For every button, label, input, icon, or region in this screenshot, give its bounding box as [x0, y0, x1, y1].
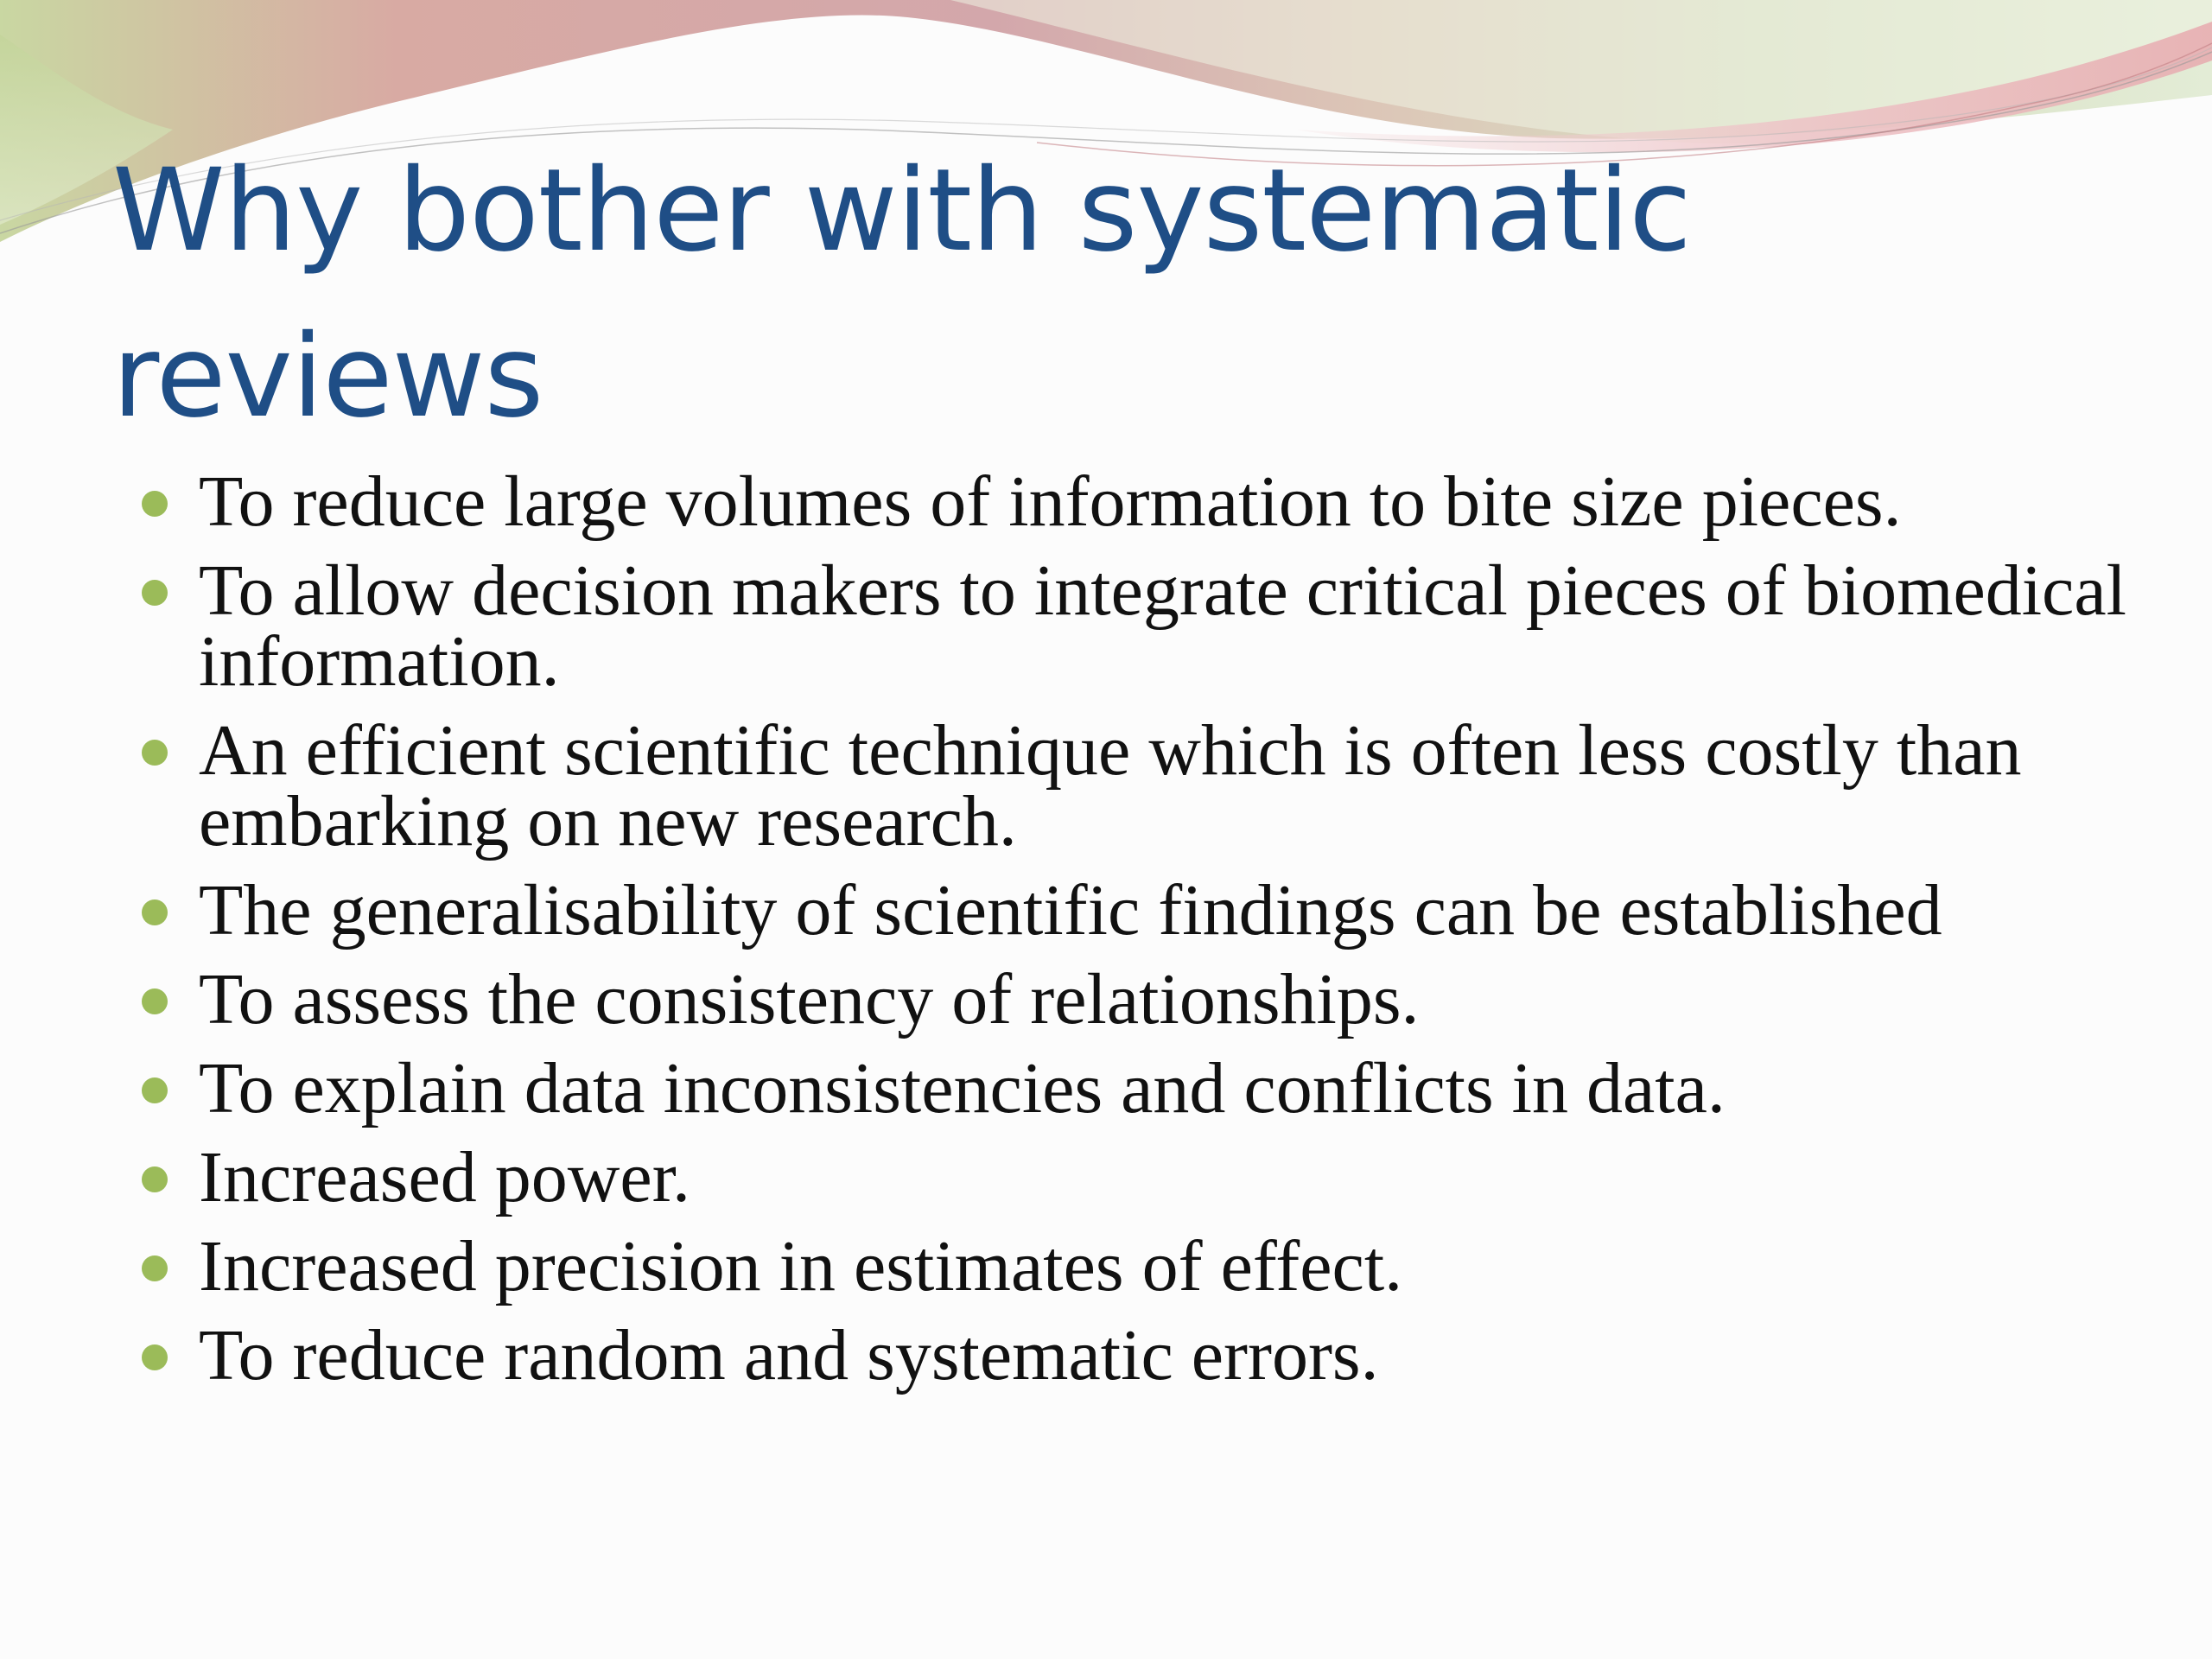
slide-title: Why bother with systematic reviews — [112, 144, 1691, 443]
bullet-dot-icon — [142, 491, 168, 517]
bullet-dot-icon — [142, 899, 168, 925]
bullet-text: To reduce large volumes of information to bite size pieces. — [199, 461, 1902, 542]
bullet-dot-icon — [142, 1077, 168, 1103]
bullet-text: To allow decision makers to integrate critical pieces of biomedical information. — [199, 550, 2126, 702]
bullet-text: To reduce random and systematic errors. — [199, 1315, 1379, 1395]
bullet-item — [199, 1137, 2143, 1217]
bullet-text: To explain data inconsistencies and conflicts in data. — [199, 1048, 1726, 1128]
bullet-item — [199, 1226, 2143, 1306]
bullet-dot-icon — [142, 580, 168, 606]
bullet-text: To assess the consistency of relationships. — [199, 959, 1420, 1039]
bullet-item — [199, 461, 2143, 542]
bullet-item — [199, 1048, 2143, 1128]
bullet-text: The generalisability of scientific findings can be established — [199, 870, 1942, 950]
bullet-dot-icon — [142, 1255, 168, 1281]
bullet-dot-icon — [142, 988, 168, 1014]
bullet-text: Increased power. — [199, 1137, 691, 1217]
bullet-dot-icon — [142, 1344, 168, 1370]
bullet-item — [199, 710, 2143, 861]
bullet-item — [199, 959, 2143, 1039]
bullet-text: Increased precision in estimates of effect. — [199, 1226, 1403, 1306]
bullet-item — [199, 1315, 2143, 1395]
bullet-item — [199, 870, 2143, 950]
bullet-dot-icon — [142, 740, 168, 766]
bullet-text: An efficient scientific technique which is often less costly than embarking on new research. — [199, 710, 2022, 861]
bullet-item — [199, 550, 2143, 702]
bullet-list — [199, 461, 2143, 1409]
bullet-dot-icon — [142, 1166, 168, 1192]
